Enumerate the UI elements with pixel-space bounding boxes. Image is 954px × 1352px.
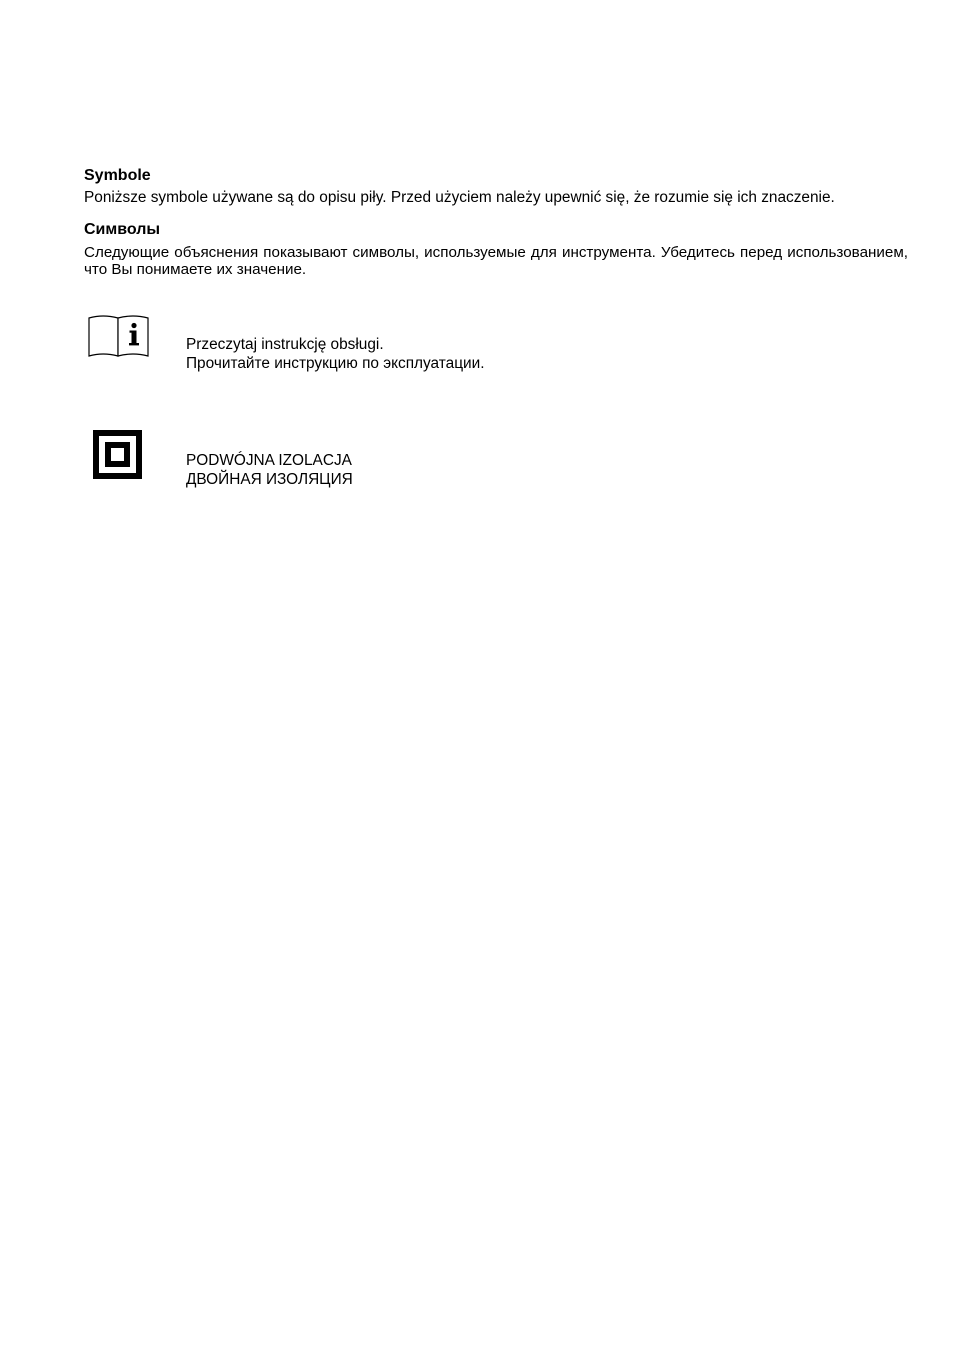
double-insulation-text-russian: ДВОЙНАЯ ИЗОЛЯЦИЯ: [186, 471, 353, 488]
section-text-russian: Следующие объяснения показывают символы, используемые для инструмента. Убедитесь перед использованием, что Вы понимаете их значение.: [84, 244, 908, 278]
double-insulation-description: [186, 451, 353, 489]
section-heading-russian: Символы: [84, 221, 161, 238]
read-manual-text-polish: Przeczytaj instrukcję obsługi.: [186, 336, 384, 353]
double-insulation-icon: [84, 428, 144, 482]
section-heading-polish: Symbole: [84, 167, 151, 184]
read-manual-description: [186, 335, 485, 373]
read-manual-text-russian: Прочитайте инструкцию по эксплуатации.: [186, 355, 485, 372]
read-manual-icon: [84, 312, 154, 362]
section-text-polish: Poniższe symbole używane są do opisu piły. Przed użyciem należy upewnić się, że rozumie się ich znaczenie.: [84, 189, 835, 206]
double-insulation-text-polish: PODWÓJNA IZOLACJA: [186, 452, 352, 469]
